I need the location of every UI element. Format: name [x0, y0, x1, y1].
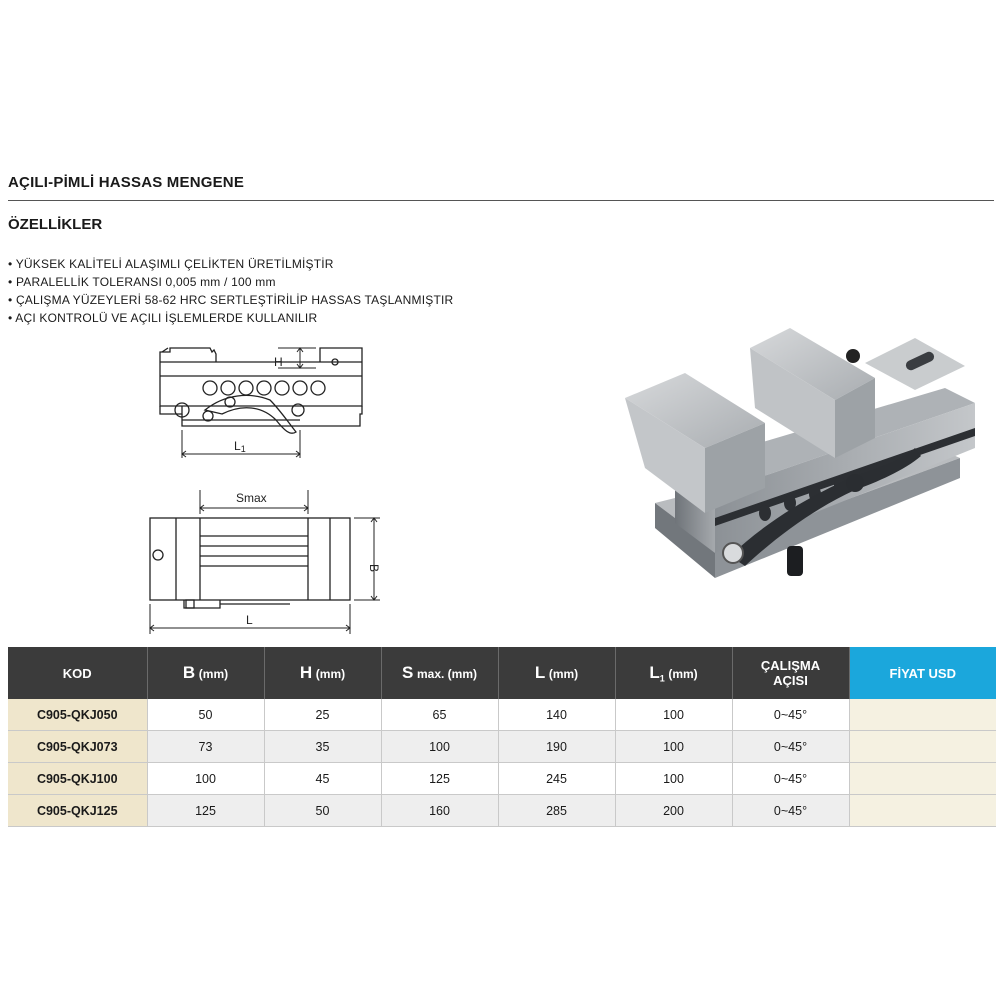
vise-product-image — [615, 318, 975, 598]
cell-price — [849, 795, 996, 827]
cell-code: C905-QKJ125 — [8, 795, 147, 827]
cell-code: C905-QKJ100 — [8, 763, 147, 795]
header-working-angle: ÇALIŞMA AÇISI — [732, 647, 849, 699]
cell-price — [849, 763, 996, 795]
cell-angle: 0~45° — [732, 699, 849, 731]
table-row — [8, 731, 996, 763]
table-row — [8, 763, 996, 795]
feature-item: • PARALELLİK TOLERANSI 0,005 mm / 100 mm — [8, 273, 453, 291]
h-dimension-label: H — [274, 355, 283, 369]
header-l: L (mm) — [498, 647, 615, 699]
top-view-drawing — [140, 488, 390, 636]
cell-angle: 0~45° — [732, 763, 849, 795]
title-divider — [8, 200, 994, 201]
header-l1: $L_1$ (mm) — [615, 647, 732, 699]
specs-table — [8, 647, 996, 827]
cell-code: C905-QKJ050 — [8, 699, 147, 731]
cell-b: 125 — [147, 795, 264, 827]
cell-code: C905-QKJ073 — [8, 731, 147, 763]
cell-b: 50 — [147, 699, 264, 731]
cell-h: 25 — [264, 699, 381, 731]
cell-angle: 0~45° — [732, 731, 849, 763]
header-kod: KOD — [8, 647, 147, 699]
header-b: B (mm) — [147, 647, 264, 699]
cell-l1: 100 — [615, 731, 732, 763]
feature-item: • YÜKSEK KALİTELİ ALAŞIMLI ÇELİKTEN ÜRETİLMİŞTİR — [8, 255, 453, 273]
side-view-drawing — [150, 340, 385, 465]
cell-h: 50 — [264, 795, 381, 827]
cell-b: 100 — [147, 763, 264, 795]
feature-item: • ÇALIŞMA YÜZEYLERİ 58-62 HRC SERTLEŞTİRİLİP HASSAS TAŞLANMIŞTIR — [8, 291, 453, 309]
header-h: H (mm) — [264, 647, 381, 699]
cell-smax: 125 — [381, 763, 498, 795]
cell-price — [849, 699, 996, 731]
cell-l: 285 — [498, 795, 615, 827]
cell-b: 73 — [147, 731, 264, 763]
cell-l: 190 — [498, 731, 615, 763]
header-smax: S max. (mm) — [381, 647, 498, 699]
cell-l1: 200 — [615, 795, 732, 827]
table-row — [8, 795, 996, 827]
l1-dimension-label: L1 — [234, 439, 246, 454]
cell-l1: 100 — [615, 763, 732, 795]
cell-price — [849, 731, 996, 763]
header-price: FİYAT USD — [849, 647, 996, 699]
page-title: AÇILI-PİMLİ HASSAS MENGENE — [8, 174, 245, 191]
features-heading: ÖZELLİKLER — [8, 216, 103, 233]
b-dimension-label: B — [367, 564, 381, 573]
features-list — [8, 255, 453, 327]
cell-l: 245 — [498, 763, 615, 795]
cell-l1: 100 — [615, 699, 732, 731]
feature-item: • AÇI KONTROLÜ VE AÇILI İŞLEMLERDE KULLANILIR — [8, 309, 453, 327]
table-row — [8, 699, 996, 731]
cell-h: 35 — [264, 731, 381, 763]
cell-smax: 65 — [381, 699, 498, 731]
cell-h: 45 — [264, 763, 381, 795]
cell-l: 140 — [498, 699, 615, 731]
l-dimension-label: L — [246, 613, 253, 627]
table-header-row — [8, 647, 996, 699]
cell-smax: 160 — [381, 795, 498, 827]
cell-smax: 100 — [381, 731, 498, 763]
smax-dimension-label: Smax — [236, 491, 267, 505]
cell-angle: 0~45° — [732, 795, 849, 827]
